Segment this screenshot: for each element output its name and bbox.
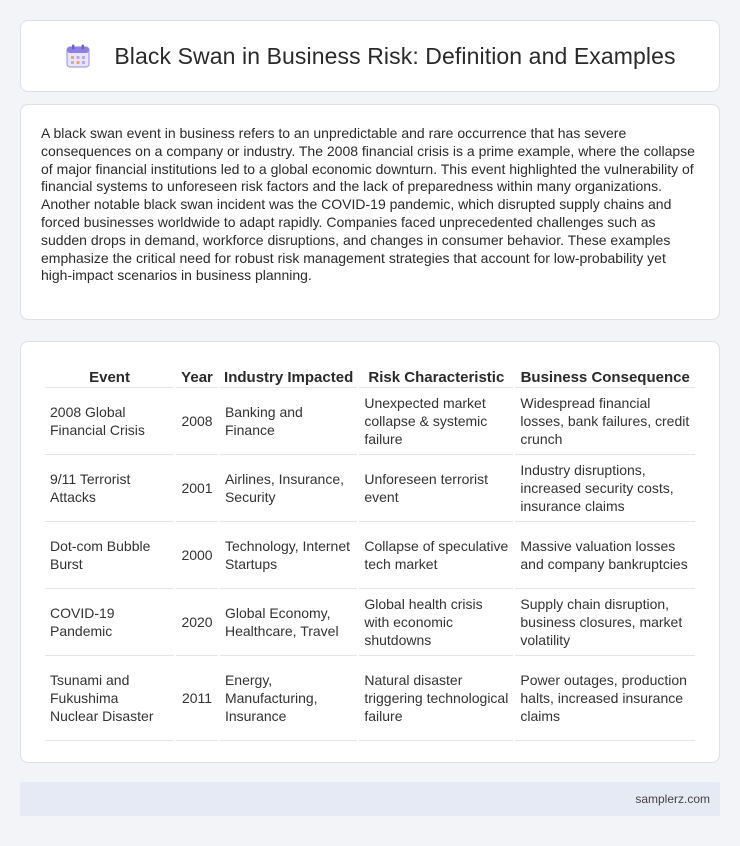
cell-event: 2008 Global Financial Crisis bbox=[45, 388, 174, 455]
cell-industry: Global Economy, Healthcare, Travel bbox=[220, 589, 357, 656]
table-row bbox=[45, 455, 695, 522]
cell-industry: Energy, Manufacturing, Insurance bbox=[220, 656, 357, 741]
footer-site-link[interactable]: samplerz.com bbox=[635, 792, 710, 806]
header-consequence: Business Consequence bbox=[515, 362, 695, 388]
cell-risk: Unforeseen terrorist event bbox=[359, 455, 513, 522]
cell-industry: Banking and Finance bbox=[220, 388, 357, 455]
cell-year: 2008 bbox=[176, 388, 218, 455]
table-card bbox=[20, 341, 720, 763]
cell-year: 2020 bbox=[176, 589, 218, 656]
cell-consequence: Power outages, production halts, increased insurance claims bbox=[515, 656, 695, 741]
page-title: Black Swan in Business Risk: Definition and Examples bbox=[114, 42, 676, 69]
cell-risk: Natural disaster triggering technological failure bbox=[359, 656, 513, 741]
black-swan-table bbox=[43, 362, 697, 741]
title-card bbox=[20, 20, 720, 92]
cell-consequence: Widespread financial losses, bank failures, credit crunch bbox=[515, 388, 695, 455]
table-row bbox=[45, 522, 695, 589]
cell-event: Tsunami and Fukushima Nuclear Disaster bbox=[45, 656, 174, 741]
cell-risk: Collapse of speculative tech market bbox=[359, 522, 513, 589]
cell-consequence: Massive valuation losses and company bankruptcies bbox=[515, 522, 695, 589]
table-row bbox=[45, 656, 695, 741]
header-risk: Risk Characteristic bbox=[359, 362, 513, 388]
table-row bbox=[45, 589, 695, 656]
cell-industry: Technology, Internet Startups bbox=[220, 522, 357, 589]
calendar-icon bbox=[64, 42, 92, 70]
cell-event: Dot-com Bubble Burst bbox=[45, 522, 174, 589]
intro-paragraph: A black swan event in business refers to an unpredictable and rare occurrence that has severe consequences on a company or industry. The 2008 financial crisis is a prime example, where the collapse of major financial institutions led to a global economic downturn. This event highlighted the vulnerability of financial systems to unforeseen risk factors and the lack of preparedness within many organizations. Another notable black swan incident was the COVID-19 pandemic, which disrupted supply chains and forced businesses worldwide to adapt rapidly. Companies faced unprecedented challenges such as sudden drops in demand, workforce disruptions, and changes in consumer behavior. These examples emphasize the critical need for robust risk management strategies that account for low-probability yet high-impact scenarios in business planning. bbox=[41, 125, 695, 284]
header-industry: Industry Impacted bbox=[220, 362, 357, 388]
cell-year: 2001 bbox=[176, 455, 218, 522]
cell-risk: Global health crisis with economic shutdowns bbox=[359, 589, 513, 656]
cell-event: 9/11 Terrorist Attacks bbox=[45, 455, 174, 522]
intro-card bbox=[20, 104, 720, 320]
cell-risk: Unexpected market collapse & systemic failure bbox=[359, 388, 513, 455]
header-event: Event bbox=[45, 362, 174, 388]
table-row bbox=[45, 388, 695, 455]
cell-year: 2011 bbox=[176, 656, 218, 741]
cell-consequence: Industry disruptions, increased security costs, insurance claims bbox=[515, 455, 695, 522]
cell-year: 2000 bbox=[176, 522, 218, 589]
cell-event: COVID-19 Pandemic bbox=[45, 589, 174, 656]
header-year: Year bbox=[176, 362, 218, 388]
cell-industry: Airlines, Insurance, Security bbox=[220, 455, 357, 522]
footer bbox=[20, 782, 720, 816]
table-header-row bbox=[45, 362, 695, 388]
cell-consequence: Supply chain disruption, business closures, market volatility bbox=[515, 589, 695, 656]
